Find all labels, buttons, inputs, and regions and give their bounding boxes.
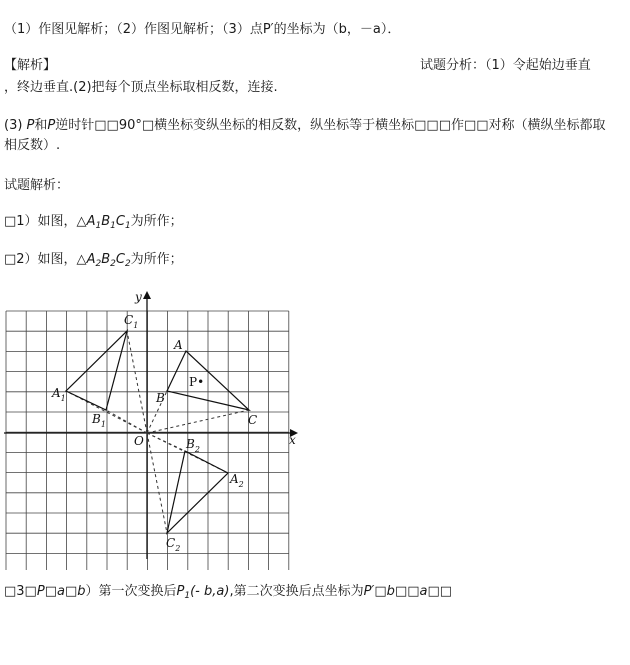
triangle-a2b2c2 [167,451,228,533]
q3-mid2: □ [64,584,78,599]
q1-suffix: 为所作； [130,214,183,229]
label-c: C [248,413,258,427]
q3-b2: b [386,584,395,599]
part3-explanation-line2: 相反数）. [4,138,61,153]
q1-a-sub: 1 [95,221,102,231]
y-axis-label: y [135,290,142,304]
analysis-continued: ，终边垂直.(2)把每个顶点坐标取相反数，连接. [4,80,278,95]
q3-p1-sub: 1 [184,591,191,601]
q3-coord: (- b,a) [190,584,230,599]
part3-rest: 逆时针□□90°□横坐标变纵坐标的相反数，纵坐标等于横坐标□□□作□□对称（横纵坐标都取 [55,118,606,133]
q3-a: a [56,584,65,599]
q3-mid1: □ [44,584,57,599]
answer-line: （1）作图见解析；（2）作图见解析；（3）点P′的坐标为（b，－a）． [4,22,401,37]
q3-a2: a [419,584,428,599]
point-p-label: P [26,118,35,133]
point-p-label-2: P [47,118,56,133]
analysis-heading: 【解析】 [4,58,57,73]
q2-c-sub: 2 [124,259,131,269]
q2-a: A [86,252,96,267]
q1-a: A [86,214,96,229]
q3-end: □□ [427,584,453,599]
q1-c-sub: 1 [124,221,131,231]
q3-prefix: □3□ [4,584,37,599]
q2-b-sub: 2 [110,259,116,269]
part3-and: 和 [34,118,48,133]
q2-b: B [101,252,111,267]
label-a1: $A_1$ [52,386,66,403]
part3-prefix: (3) [4,118,27,133]
label-b2: $B_2$ [186,437,200,454]
q3-b: b [77,584,86,599]
part3-explanation-line1 [4,118,606,134]
q1-b: B [101,214,111,229]
origin-label: O [134,434,144,448]
q2-a-sub: 2 [95,259,102,269]
q2-c: C [115,252,125,267]
q3-p-prime: P′ [363,584,375,599]
q3-mid3: ）第一次变换后 [85,584,177,599]
q1-b-sub: 1 [110,221,116,231]
label-b1: $B_1$ [92,412,106,429]
label-c1: $C_1$ [124,313,139,330]
q3-mid4: ,第二次变换后点坐标为 [229,584,364,599]
x-axis-label: x [289,433,296,447]
coordinate-grid-figure [0,285,310,570]
solution-q1 [4,214,183,234]
q3-p1: P [176,584,185,599]
analysis-intro: 试题分析：（1）令起始边垂直 [420,58,591,73]
q3-p: P [36,584,45,599]
label-c2: $C_2$ [166,536,181,553]
x-axis [4,429,298,437]
label-a2: $A_2$ [230,472,244,489]
label-p: P• [189,375,205,389]
label-a: A [174,338,183,352]
solution-q3 [4,584,452,604]
q1-prefix: □1）如图，△ [4,214,87,229]
q1-c: C [115,214,125,229]
triangle-a1b1c1 [66,331,127,410]
q3-mid5: □□ [394,584,420,599]
q2-prefix: □2）如图，△ [4,252,87,267]
label-b: B [156,391,165,405]
q3-mid5a: □ [374,584,387,599]
solution-heading: 试题解析： [4,178,70,193]
solution-q2 [4,252,183,272]
q2-suffix: 为所作； [130,252,183,267]
